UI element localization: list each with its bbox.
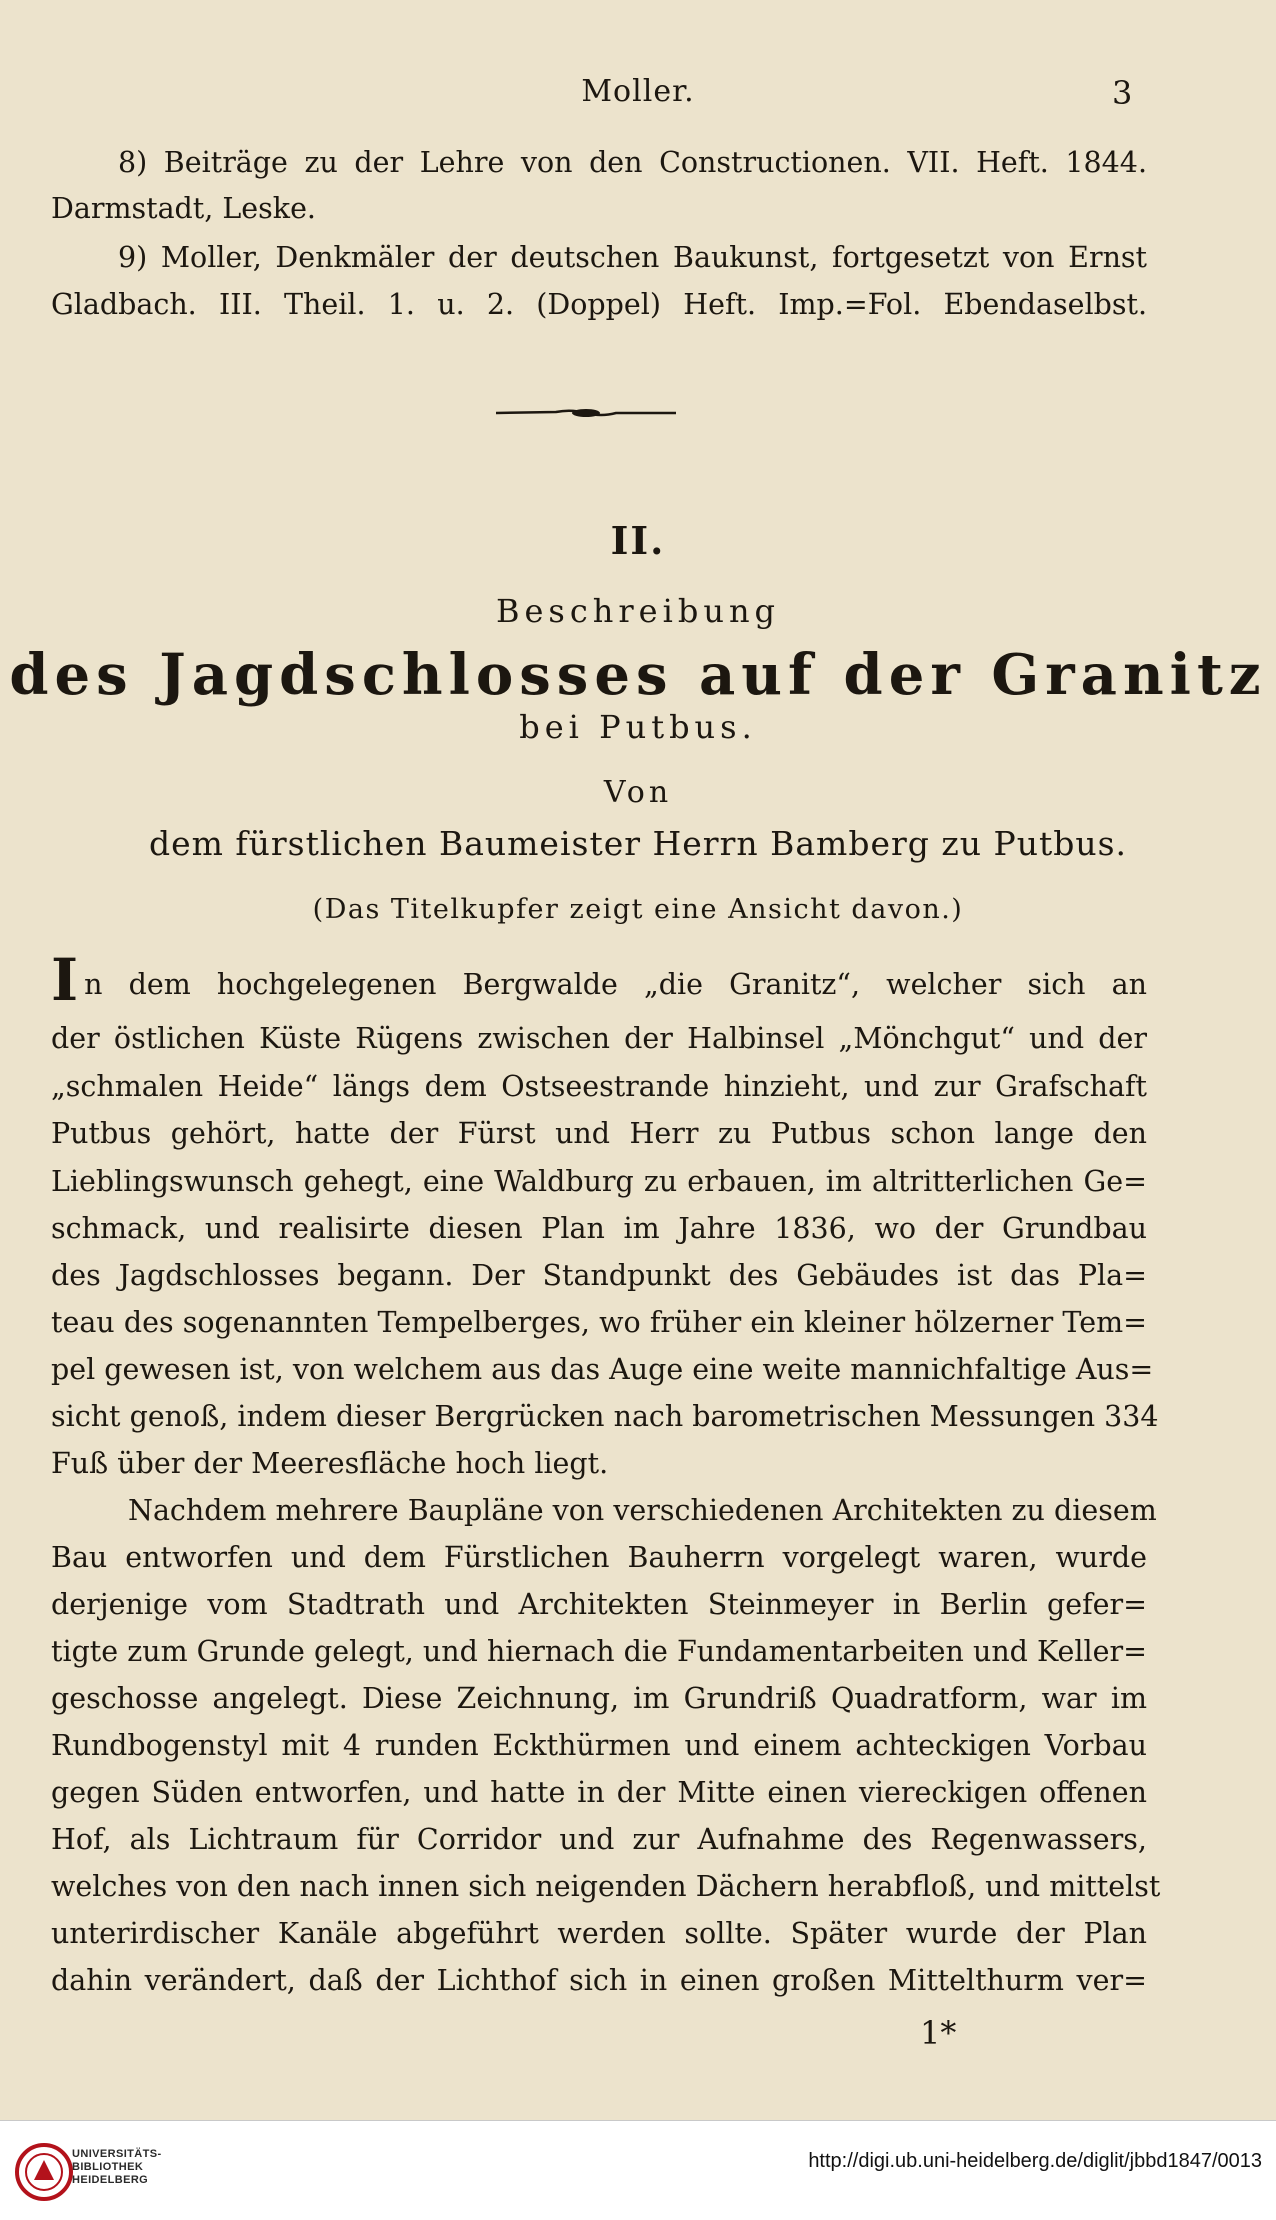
body-line: derjenige vom Stadtrath und Architekten Steinmeyer in Berlin gefer=: [51, 1588, 1147, 1621]
body-line: des Jagdschlosses begann. Der Standpunkt des Gebäudes ist das Pla=: [51, 1259, 1147, 1292]
university-seal-icon: [14, 2142, 74, 2202]
library-line: HEIDELBERG: [72, 2174, 149, 2186]
section-numeral: II.: [610, 518, 666, 563]
body-line: pel gewesen ist, von welchem aus das Auge eine weite mannichfaltige Aus=: [51, 1353, 1154, 1386]
body-line: tigte zum Grunde gelegt, und hiernach die Fundamentarbeiten und Keller=: [51, 1635, 1147, 1668]
body-line: dahin verändert, daß der Lichthof sich in einen großen Mittelthurm ver=: [51, 1964, 1147, 1997]
body-line: Putbus gehört, hatte der Fürst und Herr zu Putbus schon lange den: [51, 1117, 1147, 1150]
byline-author: dem fürstlichen Baumeister Herrn Bamberg zu Putbus.: [148, 824, 1128, 863]
library-line: UNIVERSITÄTS-: [72, 2148, 162, 2160]
ornamental-rule: [496, 407, 676, 419]
body-text: n dem hochgelegenen Bergwalde „die Granitz“, welcher sich an: [84, 968, 1147, 1001]
reference-line: Gladbach. III. Theil. 1. u. 2. (Doppel) Heft. Imp.=Fol. Ebendaselbst.: [51, 288, 1147, 321]
body-line: sicht genoß, indem dieser Bergrücken nach barometrischen Messungen 334: [51, 1400, 1159, 1433]
body-line: der östlichen Küste Rügens zwischen der Halbinsel „Mönchgut“ und der: [51, 1022, 1147, 1055]
reference-line: Darmstadt, Leske.: [51, 192, 316, 225]
signature-mark: 1*: [920, 2014, 957, 2052]
library-name: [72, 2148, 162, 2187]
body-line: Bau entworfen und dem Fürstlichen Bauherrn vorgelegt waren, wurde: [51, 1541, 1147, 1574]
body-line: geschosse angelegt. Diese Zeichnung, im Grundriß Quadratform, war im: [51, 1682, 1147, 1715]
body-line: [51, 946, 1147, 1014]
article-subtitle: bei Putbus.: [519, 708, 757, 746]
drop-cap: I: [51, 946, 79, 1014]
body-line: schmack, und realisirte diesen Plan im Jahre 1836, wo der Grundbau: [51, 1212, 1147, 1245]
body-line: unterirdischer Kanäle abgeführt werden sollte. Später wurde der Plan: [51, 1917, 1147, 1950]
body-line: Nachdem mehrere Baupläne von verschiedenen Architekten zu diesem: [128, 1494, 1157, 1527]
byline-von: Von: [603, 775, 673, 810]
body-line: Lieblingswunsch gehegt, eine Waldburg zu erbauen, im altritterlichen Ge=: [51, 1165, 1147, 1198]
body-line: Fuß über der Meeresfläche hoch liegt.: [51, 1447, 609, 1480]
reference-line: 8) Beiträge zu der Lehre von den Constructionen. VII. Heft. 1844.: [118, 146, 1147, 179]
body-line: welches von den nach innen sich neigenden Dächern herabfloß, und mittelst: [51, 1870, 1161, 1903]
body-line: „schmalen Heide“ längs dem Ostseestrande hinzieht, und zur Grafschaft: [51, 1070, 1147, 1103]
body-line: Rundbogenstyl mit 4 runden Eckthürmen und einem achteckigen Vorbau: [51, 1729, 1147, 1762]
body-line: gegen Süden entworfen, und hatte in der Mitte einen viereckigen offenen: [51, 1776, 1147, 1809]
article-heading: Beschreibung: [495, 592, 781, 630]
article-title: des Jagdschlosses auf der Granitz: [9, 642, 1267, 708]
body-line: Hof, als Lichtraum für Corridor und zur Aufnahme des Regenwassers,: [51, 1823, 1147, 1856]
frontispiece-note: (Das Titelkupfer zeigt eine Ansicht davon.): [312, 894, 964, 925]
reference-line: 9) Moller, Denkmäler der deutschen Baukunst, fortgesetzt von Ernst: [118, 241, 1147, 274]
library-line: BIBLIOTHEK: [72, 2161, 144, 2173]
source-url-link[interactable]: http://digi.ub.uni-heidelberg.de/diglit/jbbd1847/0013: [808, 2150, 1262, 2172]
body-line: teau des sogenannten Tempelberges, wo früher ein kleiner hölzerner Tem=: [51, 1306, 1147, 1339]
running-title: Moller.: [581, 74, 695, 109]
page-number: 3: [1112, 74, 1133, 112]
